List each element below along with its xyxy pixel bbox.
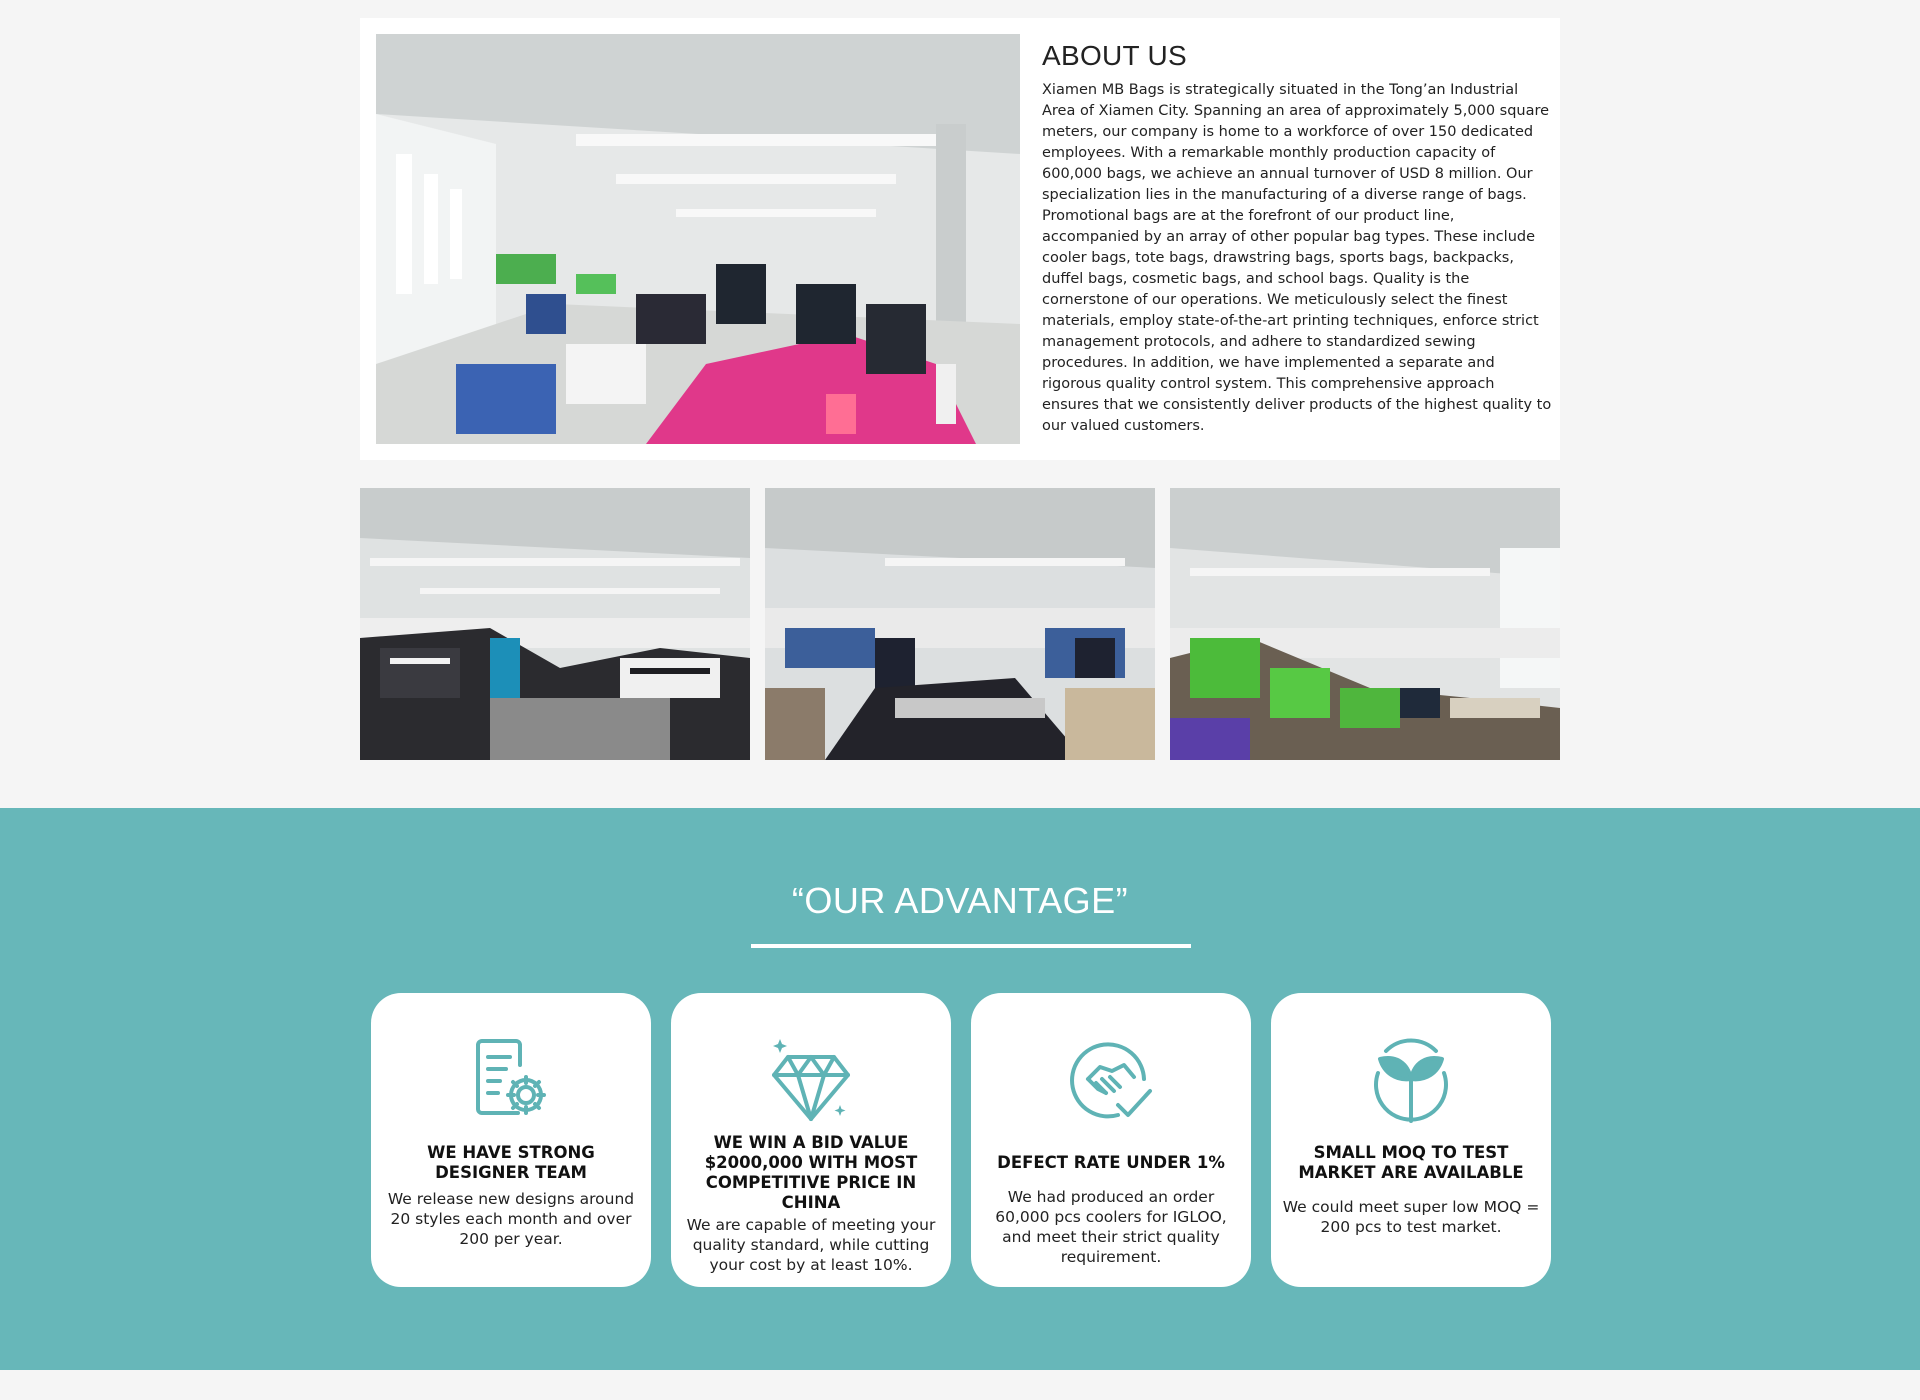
document-gear-icon — [466, 1035, 556, 1125]
advantage-card-defect-rate — [971, 993, 1251, 1287]
about-text-block — [1042, 40, 1552, 437]
card-title: WE HAVE STRONG DESIGNER TEAM — [427, 1143, 595, 1182]
card-title: WE WIN A BID VALUE $2000,000 WITH MOST COMPETITIVE PRICE IN CHINA — [704, 1133, 918, 1212]
handshake-check-icon — [1066, 1035, 1156, 1125]
advantage-title-underline — [751, 944, 1191, 948]
card-description: We release new designs around 20 styles each month and over 200 per year. — [387, 1190, 635, 1248]
about-section — [360, 18, 1560, 460]
factory-photo-3 — [1170, 488, 1560, 760]
advantage-card-small-moq — [1271, 993, 1551, 1287]
factory-photo-1 — [360, 488, 750, 760]
factory-photo-2 — [765, 488, 1155, 760]
about-title: ABOUT US — [1042, 40, 1188, 71]
advantage-section — [0, 808, 1920, 1370]
card-title: DEFECT RATE UNDER 1% — [997, 1153, 1225, 1172]
sprout-icon — [1366, 1037, 1456, 1127]
about-body: Xiamen MB Bags is strategically situated in the Tong’an Industrial Area of Xiamen City. Spanning an area of approximately 5,000 square meters, our company is home to a workforce of over 150 dedicated employees. With a remarkable monthly production capacity of 600,000 bags, we achieve an annual turnover of USD 8 million. Our specialization lies in the manufacturing of a diverse range of bags. Promotional bags are at the forefront of our product line, accompanied by an array of other popular bag types. These include cooler bags, tote bags, drawstring bags, sports bags, backpacks, duffel bags, cosmetic bags, and school bags. Quality is the cornerstone of our operations. We meticulously select the finest materials, employ state-of-the-art printing techniques, enforce strict management protocols, and adhere to standardized sewing procedures. In addition, we have implemented a separate and rigorous quality control system. This comprehensive approach ensures that we consistently deliver products of the highest quality to our valued customers. — [1042, 82, 1552, 434]
card-description: We had produced an order 60,000 pcs coolers for IGLOO, and meet their strict quality requirement. — [995, 1188, 1227, 1266]
advantage-title: “OUR ADVANTAGE” — [791, 880, 1129, 921]
card-title: SMALL MOQ TO TEST MARKET ARE AVAILABLE — [1298, 1143, 1524, 1182]
advantage-card-designer-team — [371, 993, 651, 1287]
diamond-icon — [766, 1035, 856, 1125]
factory-main-photo — [376, 34, 1020, 444]
card-description: We could meet super low MOQ = 200 pcs to test market. — [1282, 1198, 1540, 1236]
advantage-card-bid-value — [671, 993, 951, 1287]
card-description: We are capable of meeting your quality standard, while cutting your cost by at least 10%. — [686, 1216, 936, 1274]
